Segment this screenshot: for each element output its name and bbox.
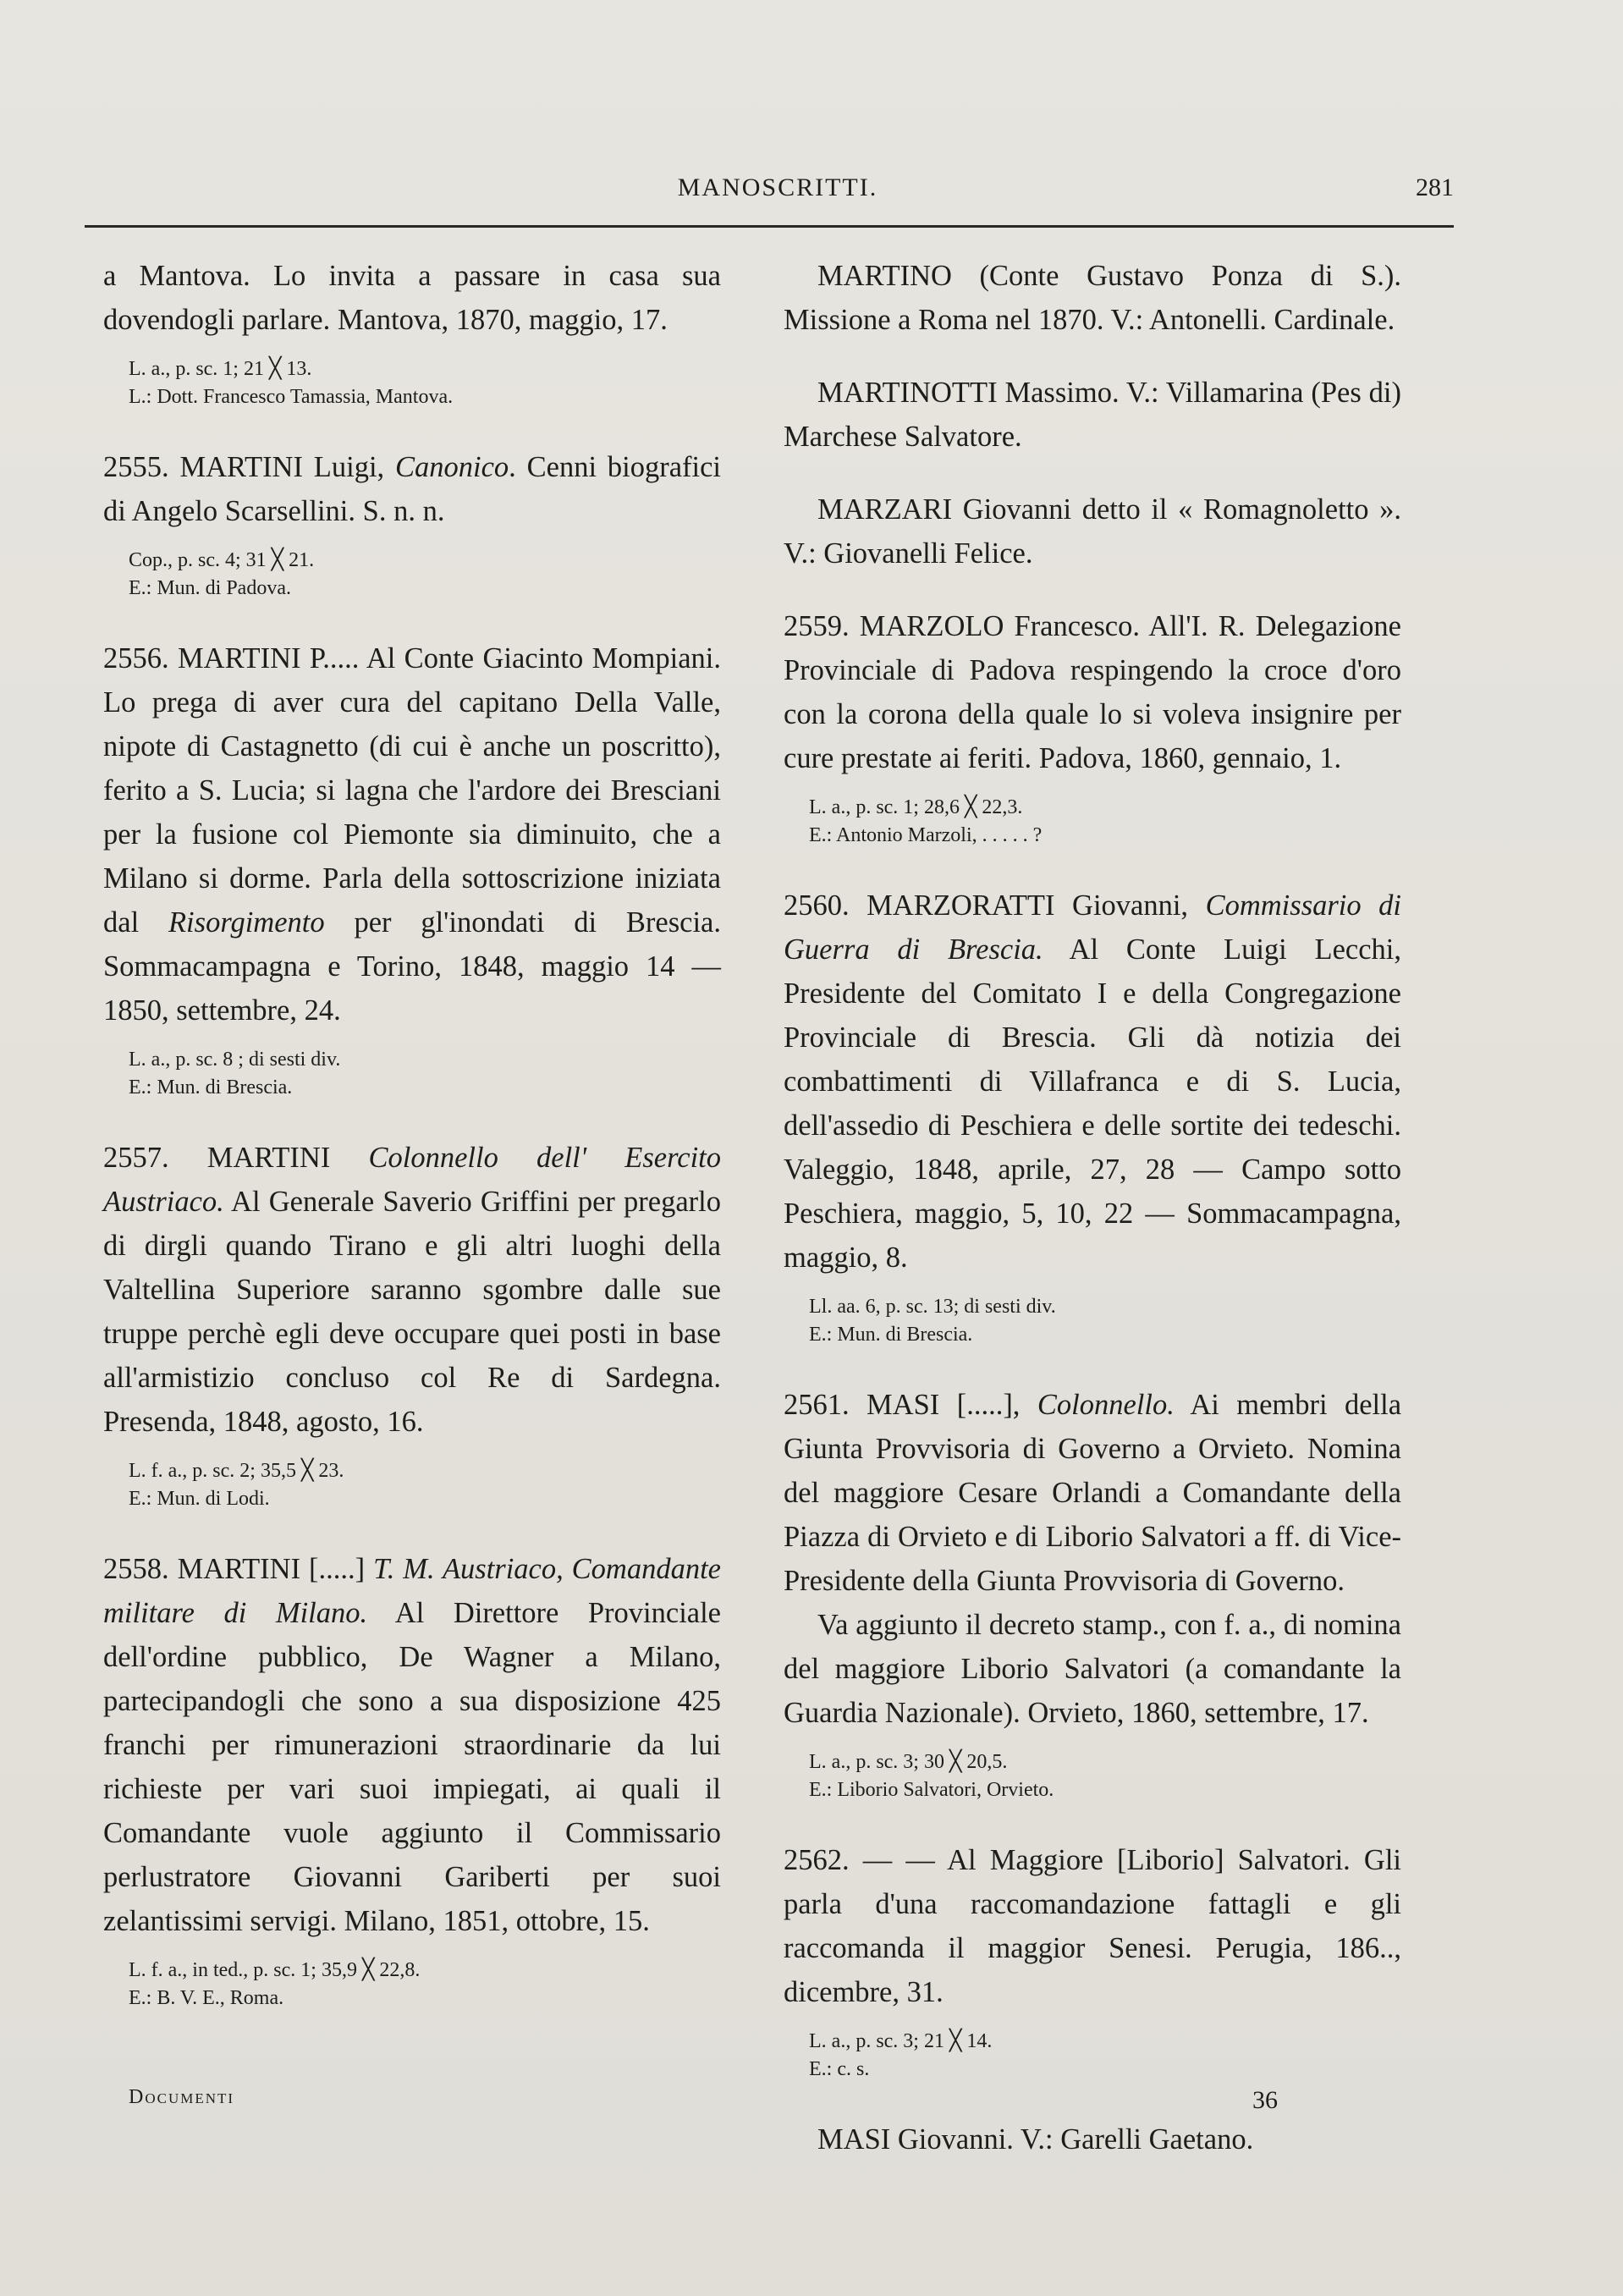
entry-text: 2555. MARTINI Luigi, <box>103 451 395 483</box>
page-title: MANOSCRITTI. <box>677 173 878 201</box>
entry-italic: Risorgimento <box>168 906 325 939</box>
metadata-line: E.: Mun. di Brescia. <box>809 1324 973 1346</box>
entry-metadata <box>784 1293 1401 1349</box>
metadata-line: L. a., p. sc. 1; 21 ╳ 13. <box>129 358 312 380</box>
entry-metadata <box>103 547 721 603</box>
entry-metadata <box>103 355 721 411</box>
entry-text: Al Generale Saverio Griffini per pregarlo di dirgli quando Tirano e gli altri luoghi della Valtellina Superiore saranno sgombre dalle sue truppe perchè egli deve occupare quei posti in base all'armistizio concluso col Re di Sardegna. Presenda, 1848, agosto, 16. <box>103 1186 721 1438</box>
page-number: 281 <box>1416 173 1454 201</box>
entry-2561-note: Va aggiunto il decreto stamp., con f. a., di nomina del maggiore Liborio Salvatori (a comandante la Guardia Nazionale). Orvieto, 1860, settembre, 17. <box>784 1609 1401 1729</box>
entry-2561 <box>784 1383 1401 1603</box>
entry-2562: 2562. — — Al Maggiore [Liborio] Salvatori. Gli parla d'una raccomandazione fattagli e gli raccomanda il maggior Senesi. Perugia, 186.., dicembre, 31. <box>784 1844 1401 2008</box>
header-rule <box>85 225 1454 228</box>
entry-metadata <box>103 1046 721 1102</box>
metadata-line: Cop., p. sc. 4; 31 ╳ 21. <box>129 549 315 571</box>
metadata-line: E.: Antonio Marzoli, . . . . . ? <box>809 824 1043 846</box>
metadata-line: E.: Mun. di Brescia. <box>129 1076 293 1098</box>
cross-reference: MASI Giovanni. V.: Garelli Gaetano. <box>817 2123 1254 2156</box>
entry-2558 <box>103 1547 721 1943</box>
cross-reference: MARTINO (Conte Gustavo Ponza di S.). Missione a Roma nel 1870. V.: Antonelli. Cardinale. <box>784 260 1401 336</box>
entry-2557 <box>103 1136 721 1444</box>
metadata-line: L.: Dott. Francesco Tamassia, Mantova. <box>129 386 454 408</box>
metadata-line: E.: B. V. E., Roma. <box>129 1987 284 2009</box>
spacer <box>784 459 1401 487</box>
signature-mark: Documenti <box>129 2086 235 2108</box>
spacer <box>784 342 1401 371</box>
metadata-line: Ll. aa. 6, p. sc. 13; di sesti div. <box>809 1296 1056 1318</box>
entry-continuation: a Mantova. Lo invita a passare in casa sua dovendogli parlare. Mantova, 1870, maggio, 17. <box>103 260 721 336</box>
entry-text: 2561. MASI [.....], <box>784 1389 1037 1421</box>
entry-italic: Colonnello dell' Esercito Austriaco. <box>103 1142 721 1218</box>
metadata-line: E.: c. s. <box>809 2058 870 2080</box>
entry-text: 2558. MARTINI [.....] <box>103 1553 374 1585</box>
entry-text: per gl'inondati di Brescia. Sommacampagna e Torino, 1848, maggio 14 — 1850, settembre, 24. <box>103 906 721 1027</box>
entry-metadata <box>784 2028 1401 2084</box>
entry-2555 <box>103 445 721 533</box>
metadata-line: L. f. a., in ted., p. sc. 1; 35,9 ╳ 22,8. <box>129 1959 421 1981</box>
entry-text: Al Direttore Provinciale dell'ordine pubblico, De Wagner a Milano, partecipandogli che sono a sua disposizione 425 franchi per rimunerazioni straordinarie da lui richieste per vari suoi impiegati, ai quali il Comandante vuole aggiunto il Commissario perlustratore Giovanni Gariberti per suoi zelantissimi servigi. Milano, 1851, ottobre, 15. <box>103 1597 721 1937</box>
cross-reference: MARTINOTTI Massimo. V.: Villamarina (Pes di) Marchese Salvatore. <box>784 377 1401 453</box>
metadata-line: L. a., p. sc. 3; 30 ╳ 20,5. <box>809 1751 1008 1773</box>
entry-2556 <box>103 636 721 1032</box>
left-column <box>103 254 721 2012</box>
metadata-line: L. a., p. sc. 8 ; di sesti div. <box>129 1049 341 1071</box>
metadata-line: E.: Mun. di Lodi. <box>129 1488 270 1510</box>
spacer <box>784 575 1401 604</box>
entry-text: . Cenni biografici di Angelo Scarsellini. S. n. n. <box>103 451 721 527</box>
entry-italic: Commissario di Guerra di Brescia. <box>784 889 1402 966</box>
metadata-line: L. a., p. sc. 3; 21 ╳ 14. <box>809 2030 993 2052</box>
right-column <box>784 254 1401 2161</box>
entry-text: Ai membri della Giunta Provvisoria di Governo a Orvieto. Nomina del maggiore Cesare Orlandi a Comandante della Piazza di Orvieto e di Liborio Salvatori a ff. di Vice-Presidente della Giunta Provvisoria di Governo. <box>784 1389 1402 1597</box>
entry-metadata <box>784 794 1401 850</box>
metadata-line: L. f. a., p. sc. 2; 35,5 ╳ 23. <box>129 1460 344 1482</box>
entry-italic: T. M. Austriaco, Comandante militare di Milano. <box>103 1553 721 1629</box>
metadata-line: L. a., p. sc. 1; 28,6 ╳ 22,3. <box>809 796 1023 818</box>
cross-reference: MARZARI Giovanni detto il « Romagnoletto ». V.: Giovanelli Felice. <box>784 493 1401 570</box>
entry-italic: Canonico <box>395 451 509 483</box>
entry-text: 2560. MARZORATTI Giovanni, <box>784 889 1206 922</box>
entry-metadata <box>784 1748 1401 1804</box>
entry-text: 2556. MARTINI P..... Al Conte Giacinto Mompiani. Lo prega di aver cura del capitano Della Valle, nipote di Castagnetto (di cui è anche un poscritto), ferito a S. Lucia; si lagna che l'ardore dei Bresciani per la fusione col Piemonte sia diminuito, che a Milano si dorme. Parla della sottoscrizione iniziata dal <box>103 642 721 939</box>
entry-metadata <box>103 1957 721 2012</box>
entry-2560 <box>784 884 1401 1280</box>
entry-metadata <box>103 1457 721 1513</box>
entry-2559: 2559. MARZOLO Francesco. All'I. R. Delegazione Provinciale di Padova respingendo la croce d'oro con la corona della quale lo si voleva insignire per cure prestate ai feriti. Padova, 1860, gennaio, 1. <box>784 610 1401 774</box>
running-header <box>102 173 1454 216</box>
entry-italic: Colonnello. <box>1037 1389 1175 1421</box>
metadata-line: E.: Liborio Salvatori, Orvieto. <box>809 1779 1054 1801</box>
entry-text: 2557. MARTINI <box>103 1142 369 1174</box>
entry-text: Al Conte Luigi Lecchi, Presidente del Comitato I e della Congregazione Provinciale di Brescia. Gli dà notizia dei combattimenti di Villafranca e di S. Lucia, dell'assedio di Peschiera e delle sortite dei tedeschi. Valeggio, 1848, aprile, 27, 28 — Campo sotto Peschiera, maggio, 5, 10, 22 — Sommacampagna, maggio, 8. <box>784 933 1401 1274</box>
signature-number: 36 <box>1252 2086 1278 2114</box>
metadata-line: E.: Mun. di Padova. <box>129 577 291 599</box>
